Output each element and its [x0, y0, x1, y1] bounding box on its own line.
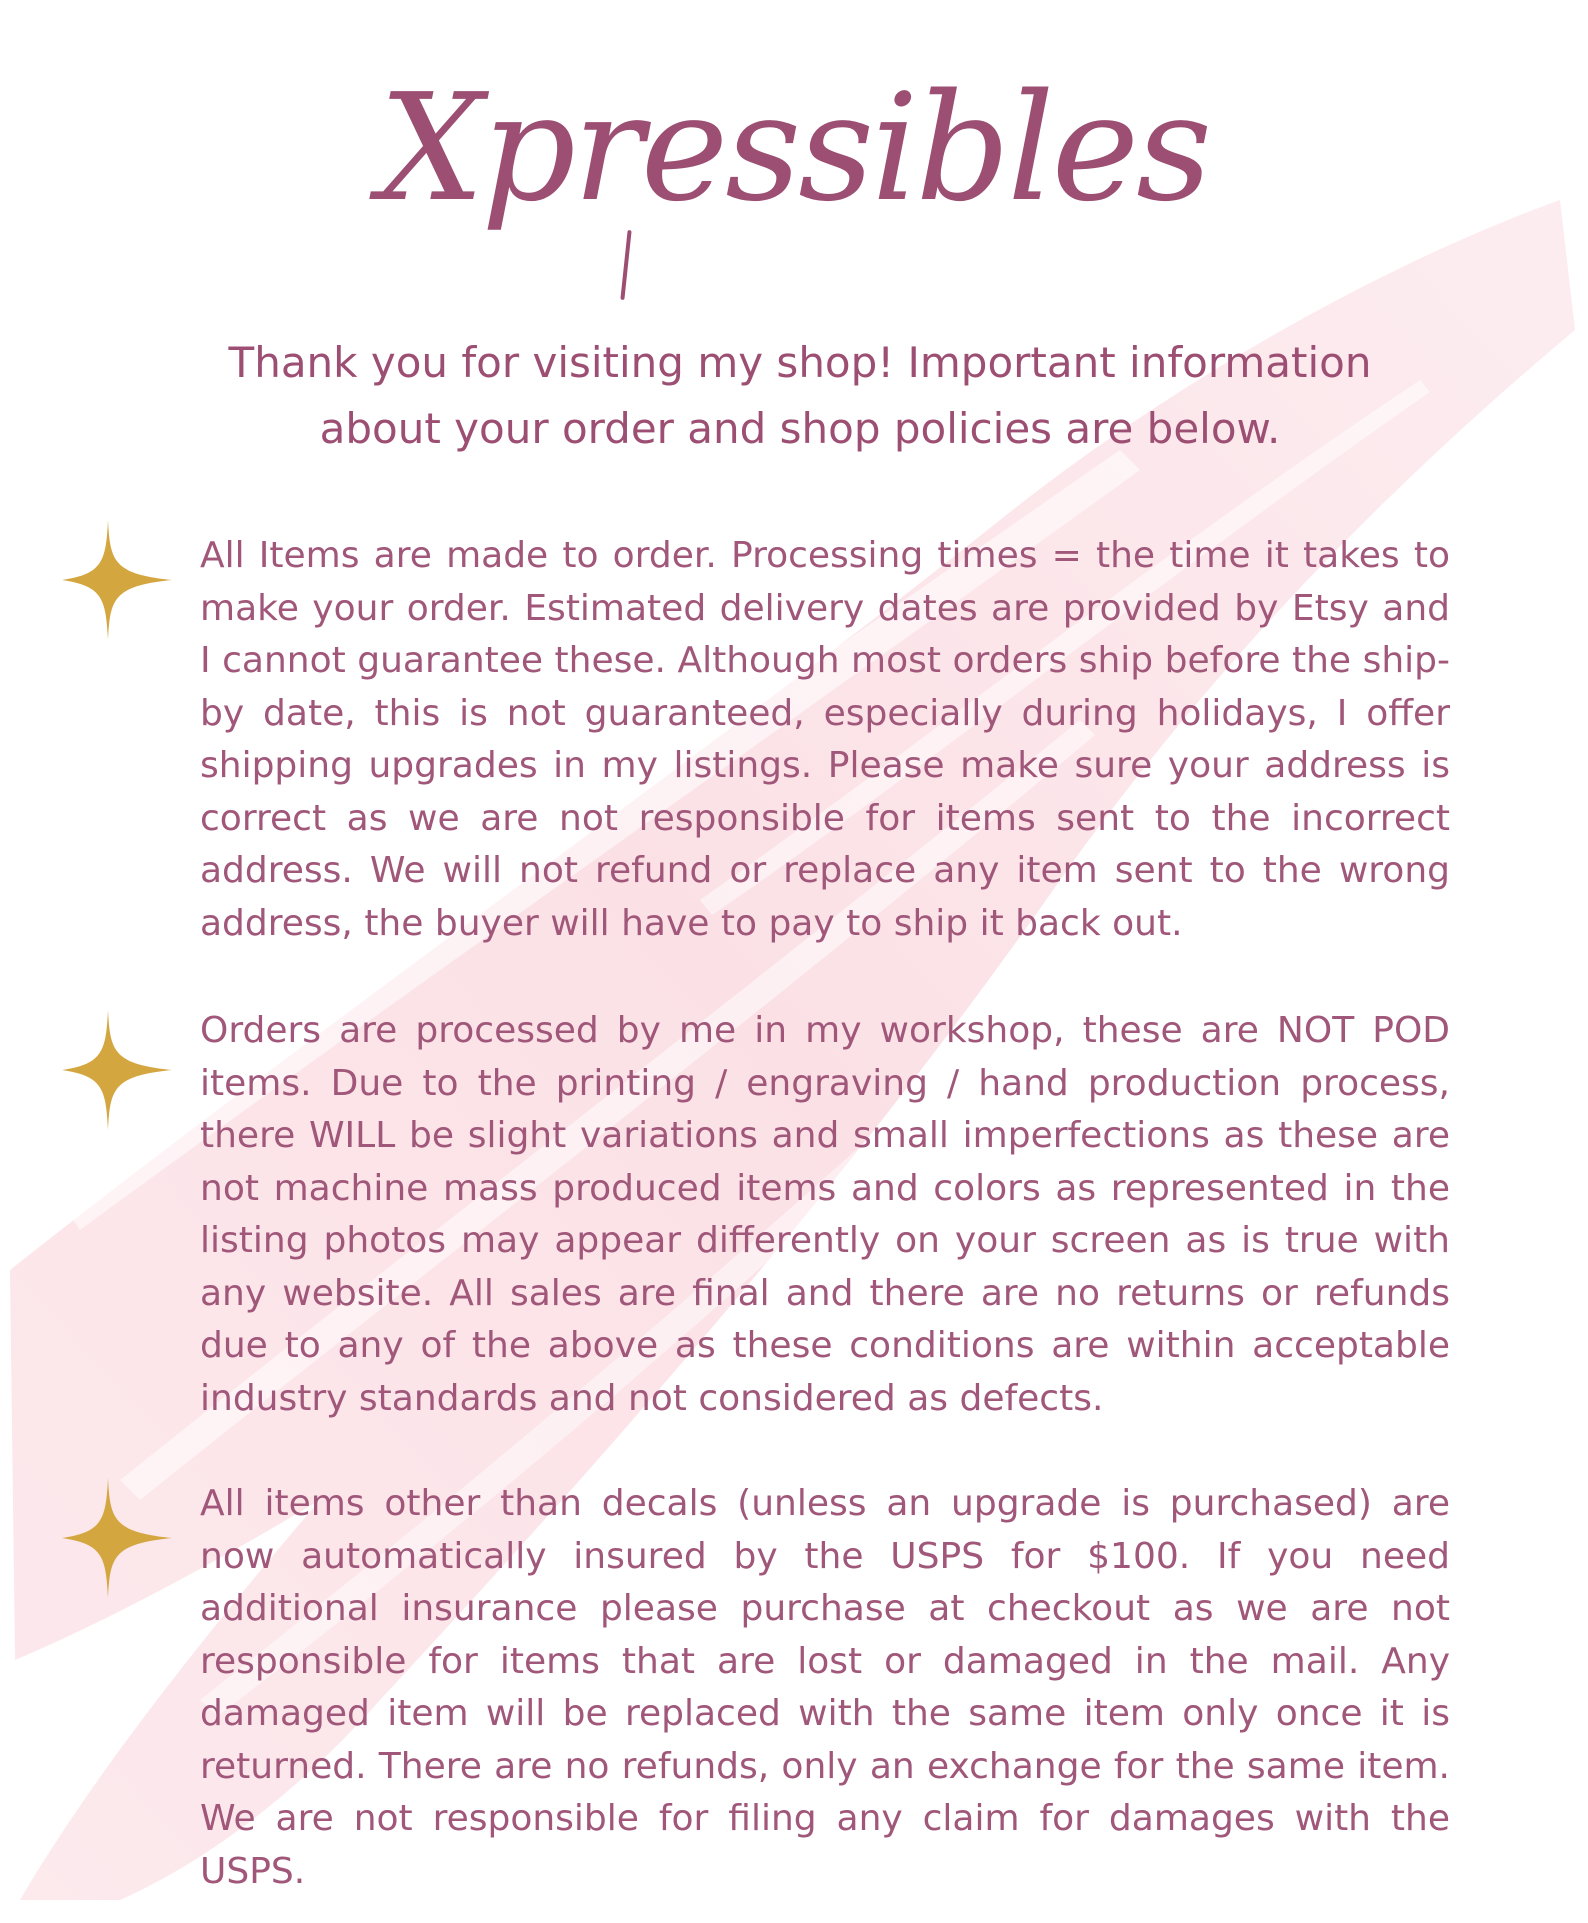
policy-text: Orders are processed by me in my workshop, these are NOT POD items. Due to the printing / engraving / hand production process, there WILL be slight variations and small imperfections as these are not machine mass produced items and colors as represented in the listing photos may appear differently on your screen as is true with any website. All sales are final and there are no returns or refunds due to any of the above as these conditions are within acceptable industry standards and not considered as defects. — [200, 1010, 1450, 1419]
policy-text: All items other than decals (unless an upgrade is purchased) are now automatically insured by the USPS for $100. If you need additional insurance please purchase at checkout as we are not responsible for items that are lost or damaged in the mail. Any damaged item will be replaced with the same item only once it is returned. There are no refunds, only an exchange for the same item. We are not responsible for filing any claim for damages with the USPS. — [200, 1483, 1450, 1892]
gold-sparkle-icon — [62, 1010, 172, 1130]
gold-sparkle-icon — [62, 520, 172, 640]
intro-text: Thank you for visiting my shop! Important information about your order and shop policies are below. — [228, 338, 1372, 453]
gold-sparkle-icon — [62, 1478, 172, 1598]
policy-text: All Items are made to order. Processing times = the time it takes to make your order. Estimated delivery dates are provided by Etsy and I cannot guarantee these. Although most orders ship before the ship-by date, this is not guaranteed, especially during holidays, I offer shipping upgrades in my listings. Please make sure your address is correct as we are not responsible for items sent to the incorrect address. We will not refund or replace any item sent to the wrong address, the buyer will have to pay to ship it back out. — [200, 535, 1450, 944]
brand-logo: Xpressibles — [378, 62, 1210, 234]
